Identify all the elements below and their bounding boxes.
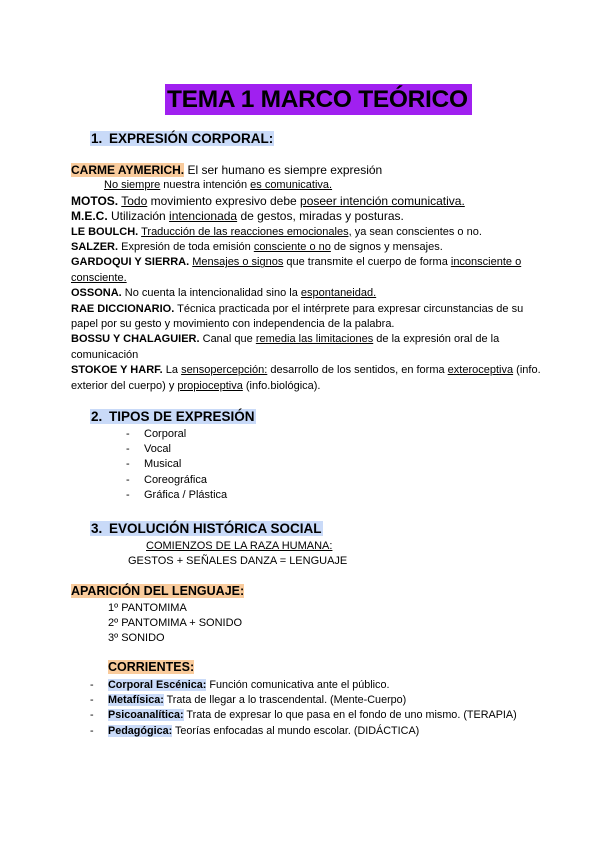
human-race-beginnings: COMIENZOS DE LA RAZA HUMANA: <box>146 540 333 552</box>
list-item-label: Gráfica / Plástica <box>144 488 228 501</box>
language-stage: 1º PANTOMIMA <box>108 602 187 614</box>
author-label: MOTOS. <box>71 193 119 208</box>
section-2-number: 2. <box>91 409 103 424</box>
list-item: - Vocal <box>126 443 171 456</box>
definition-text: Expresión de toda emisión <box>121 241 254 254</box>
author-label: LE BOULCH. <box>71 225 139 238</box>
author-label: BOSSU Y CHALAGUIER. <box>71 333 200 346</box>
list-item-label: Vocal <box>144 443 171 456</box>
definition-text: (info.biológica). <box>242 379 321 392</box>
underlined-text: Todo <box>121 193 148 208</box>
current-entry <box>108 693 406 708</box>
currents-heading <box>108 660 194 675</box>
section-1-number: 1. <box>91 131 103 146</box>
list-item: - Metafísica: Trata de llegar a lo trascendental. (Mente-Cuerpo) <box>90 693 550 708</box>
underlined-text: consciente o no <box>253 241 331 254</box>
definition-text: de signos y mensajes. <box>330 241 443 254</box>
list-item: - Coreográfica <box>126 473 207 486</box>
current-entry <box>108 678 389 693</box>
current-label: Metafísica: <box>108 694 164 707</box>
underlined-text: poseer intención comunicativa. <box>300 193 465 208</box>
definitions-block <box>71 163 541 394</box>
definition-bossu <box>71 332 541 363</box>
current-label: Corporal Escénica: <box>108 679 207 691</box>
underlined-text: sensopercepción: <box>181 364 268 377</box>
section-3-heading <box>90 521 323 537</box>
section-1-title: EXPRESIÓN CORPORAL: <box>109 131 274 146</box>
current-text: Función comunicativa ante el público. <box>206 679 390 691</box>
underlined-text: propioceptiva <box>177 379 243 392</box>
list-item-label: Coreográfica <box>144 473 207 486</box>
underlined-text: espontaneidad. <box>300 287 377 300</box>
author-label: RAE DICCIONARIO. <box>71 302 175 315</box>
definition-text: Técnica practicada por el intérprete para expresar circunstancias de su papel por su gesto y movimiento con independencia de la palabra. <box>71 302 524 331</box>
language-heading-text: APARICIÓN DEL LENGUAJE: <box>71 584 245 598</box>
underlined-text: Mensajes o signos <box>192 256 284 269</box>
definition-aymerich <box>71 163 541 178</box>
definition-motos <box>71 194 541 209</box>
language-equation: GESTOS + SEÑALES DANZA = LENGUAJE <box>128 555 348 567</box>
definition-mec <box>71 209 541 224</box>
current-label: Psicoanalítica: <box>108 709 184 722</box>
current-text: Teorías enfocadas al mundo escolar. (DIDÁCTICA) <box>172 724 420 737</box>
definition-text: de gestos, miradas y posturas. <box>237 209 404 224</box>
language-heading <box>71 584 244 599</box>
language-stage: 3º SONIDO <box>108 632 165 644</box>
underlined-text: No siempre <box>104 179 161 192</box>
underlined-text: inconsciente o consciente. <box>71 256 522 284</box>
underlined-text: intencionada <box>169 209 238 224</box>
currents-heading-text: CORRIENTES: <box>108 660 195 674</box>
definition-text: (info. exterior del cuerpo) y <box>71 364 541 392</box>
author-label: SALZER. <box>71 241 119 254</box>
underlined-text: remedia las limitaciones <box>255 333 374 346</box>
definition-gardoqui <box>71 255 541 286</box>
list-item-label: Musical <box>144 458 182 471</box>
language-stage: 2º PANTOMIMA + SONIDO <box>108 617 243 629</box>
current-entry <box>108 708 517 723</box>
definition-aymerich-line2 <box>71 178 541 193</box>
definition-text: que transmite el cuerpo de forma <box>283 256 451 269</box>
list-item-label: Corporal <box>144 428 187 440</box>
definition-le-boulch <box>71 225 541 240</box>
definition-text: ya sean conscientes o no. <box>351 225 482 238</box>
definition-ossona <box>71 286 541 301</box>
list-item: - Corporal Escénica: Función comunicativa ante el público. <box>90 678 550 693</box>
page-title: TEMA 1 MARCO TEÓRICO <box>165 84 472 115</box>
current-label: Pedagógica: <box>108 724 173 737</box>
section-2-title: TIPOS DE EXPRESIÓN <box>109 409 255 424</box>
current-entry <box>108 724 419 739</box>
section-3-number: 3. <box>91 521 103 536</box>
underlined-text: Traducción de las reacciones emocionales, <box>141 225 352 238</box>
definition-rae <box>71 302 541 333</box>
definition-text: Utilización <box>111 209 170 224</box>
definition-text: desarrollo de los sentidos, en forma <box>267 364 448 377</box>
expression-types-list <box>126 427 227 503</box>
list-item: - Gráfica / Plástica <box>126 488 228 501</box>
current-text: Trata de llegar a lo trascendental. (Mente-Cuerpo) <box>163 694 407 707</box>
definition-text: No cuenta la intencionalidad sino la <box>124 287 301 300</box>
definition-text: Canal que <box>202 333 256 346</box>
author-label: STOKOE Y HARF. <box>71 364 163 377</box>
author-label: OSSONA. <box>71 287 122 300</box>
author-label: CARME AYMERICH. <box>71 163 185 177</box>
definition-salzer <box>71 240 541 255</box>
currents-list <box>90 678 550 739</box>
underlined-text: es comunicativa. <box>250 179 333 192</box>
list-item: - Musical <box>126 458 182 471</box>
section-2-heading <box>90 409 256 425</box>
section-3-title: EVOLUCIÓN HISTÓRICA SOCIAL <box>109 521 322 536</box>
author-label: GARDOQUI Y SIERRA. <box>71 256 190 269</box>
definition-text: movimiento expresivo debe <box>147 193 301 208</box>
underlined-text: exteroceptiva <box>447 364 514 377</box>
language-stages <box>108 601 242 646</box>
list-item: - Corporal <box>126 428 187 440</box>
definition-text: La <box>165 364 182 377</box>
definition-stokoe <box>71 363 541 394</box>
current-text: Trata de expresar lo que pasa en el fondo de uno mismo. (TERAPIA) <box>183 709 517 722</box>
definition-text: nuestra intención <box>160 179 251 192</box>
section-1-heading <box>90 131 274 147</box>
author-label: M.E.C. <box>71 209 108 224</box>
definition-text: El ser humano es siempre expresión <box>187 163 383 177</box>
definition-text: de la expresión oral de la comunicación <box>71 333 500 361</box>
list-item: - Pedagógica: Teorías enfocadas al mundo escolar. (DIDÁCTICA) <box>90 724 550 739</box>
list-item: - Psicoanalítica: Trata de expresar lo que pasa en el fondo de uno mismo. (TERAPIA) <box>90 708 550 723</box>
